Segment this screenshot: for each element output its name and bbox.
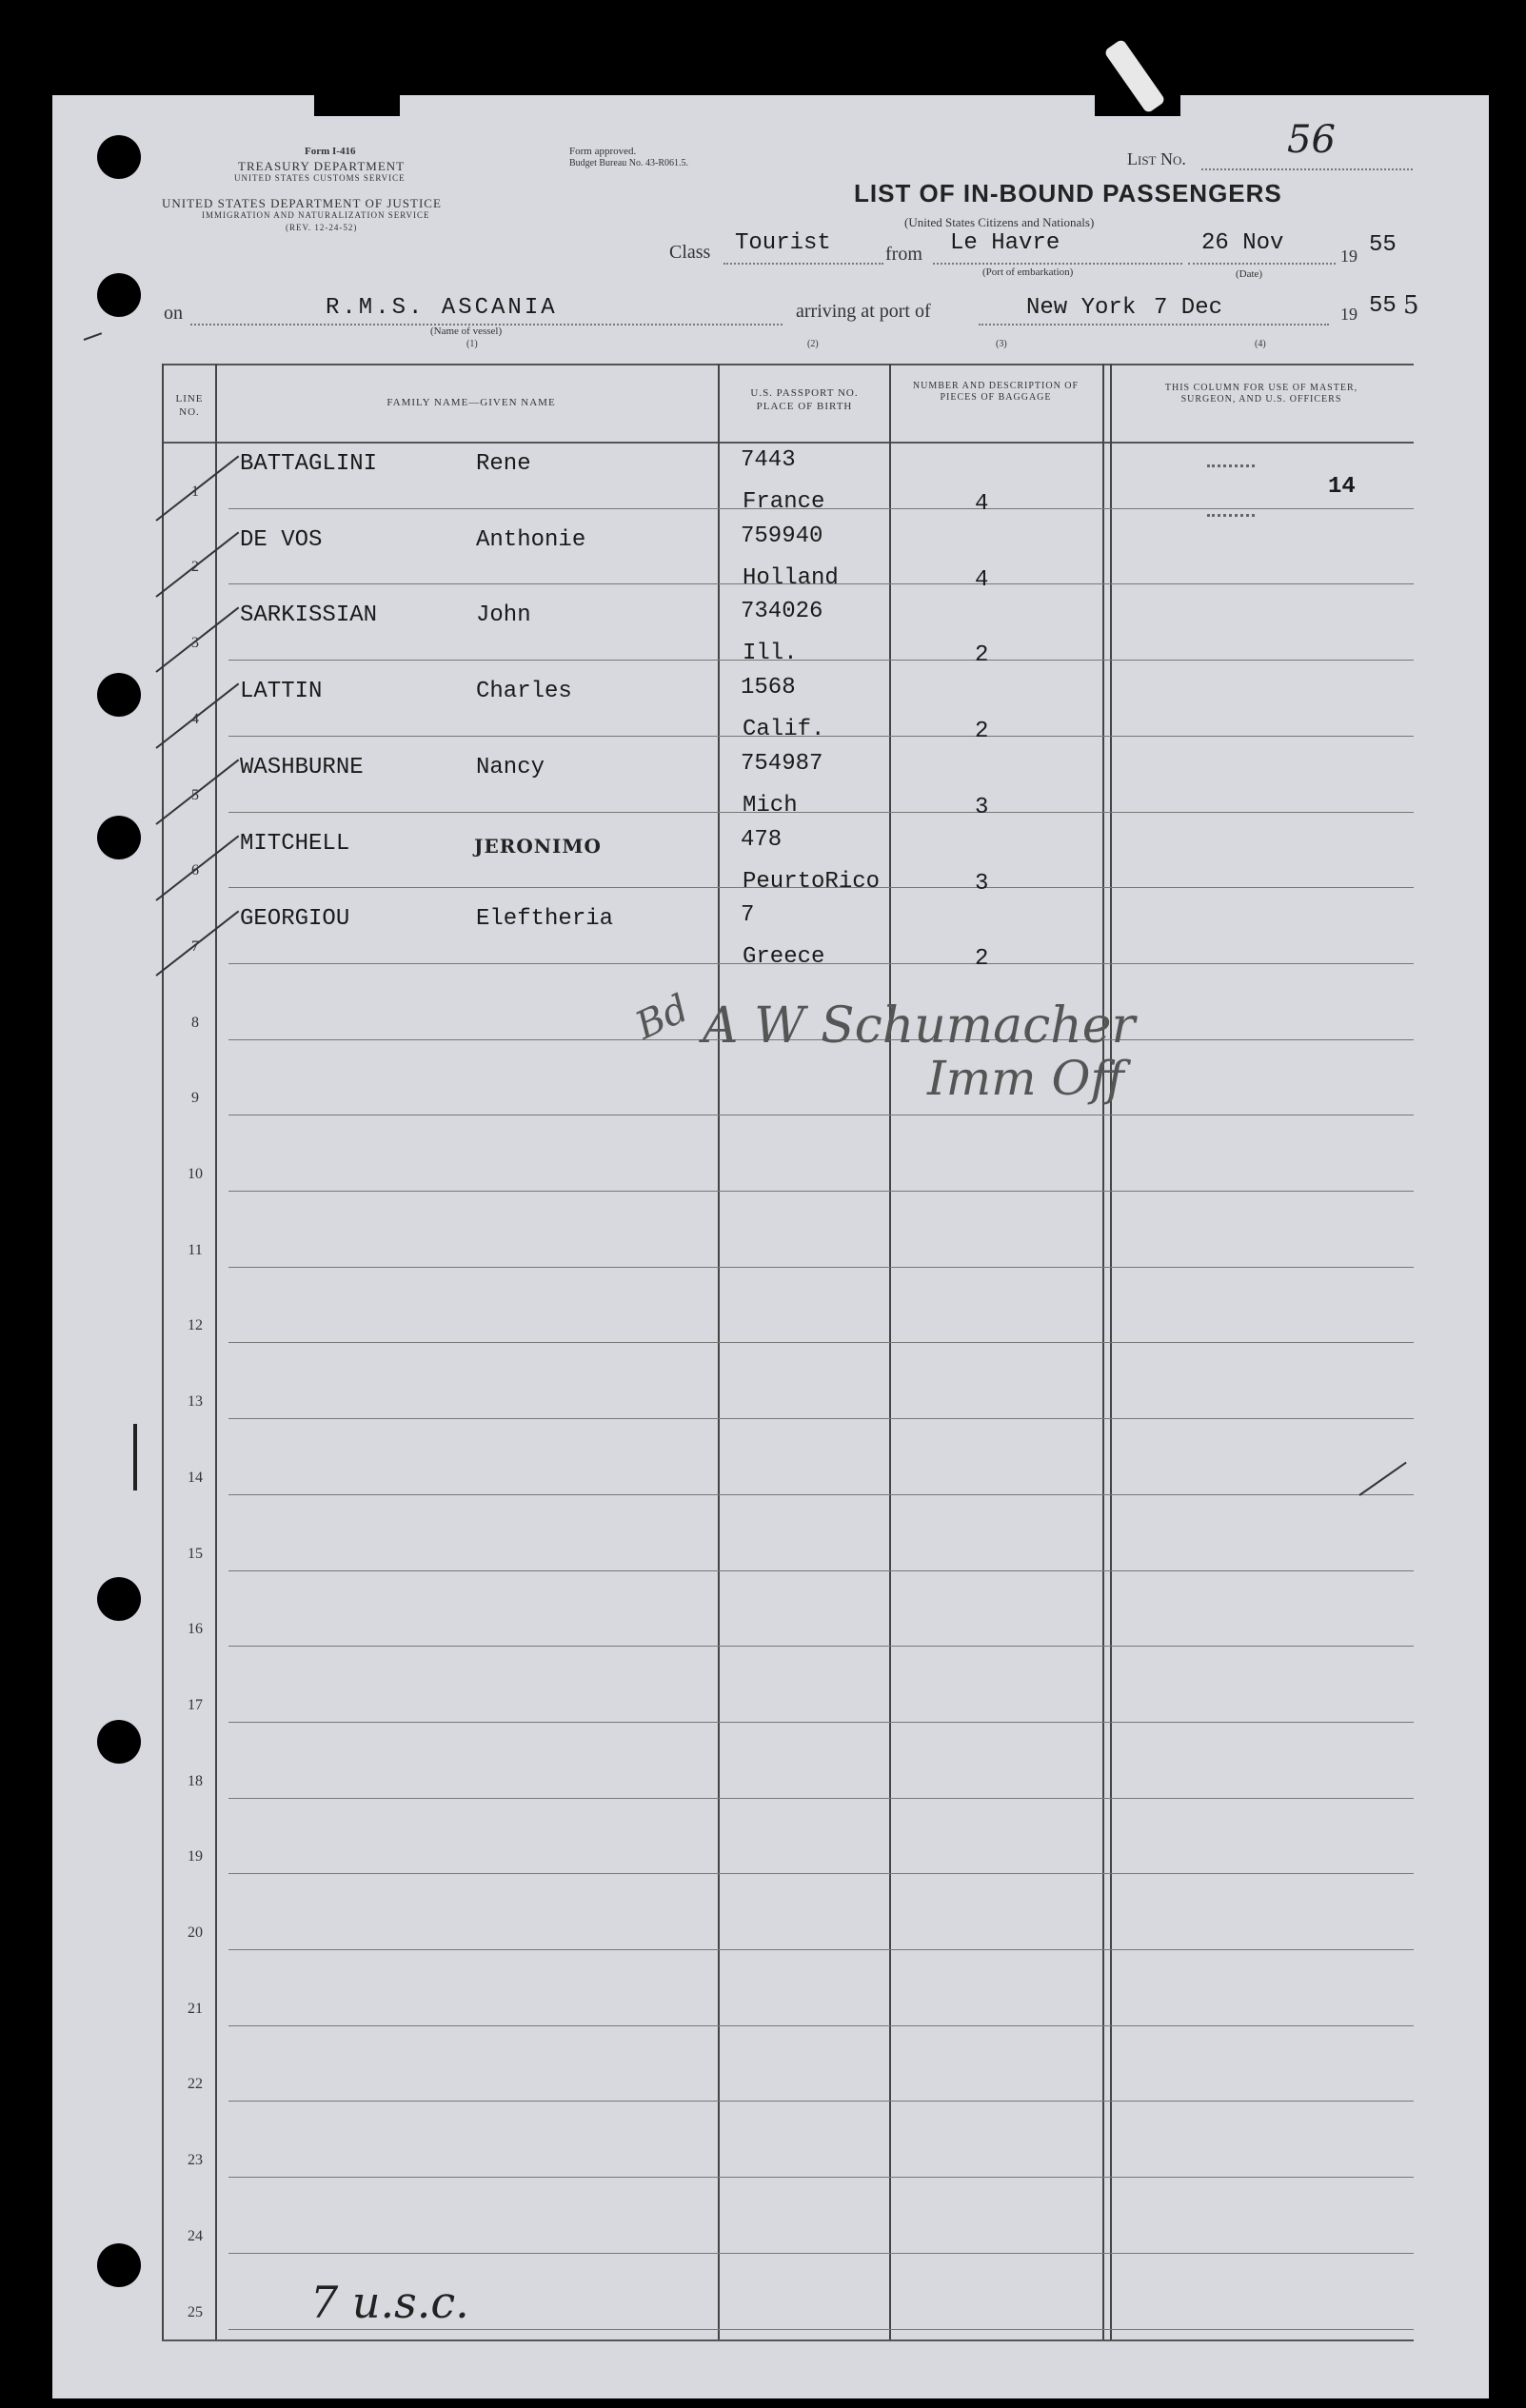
on-label: on	[164, 303, 183, 324]
line-number: 12	[188, 1317, 203, 1334]
col-ref-3: (3)	[996, 339, 1007, 349]
baggage-count: 4	[975, 566, 989, 593]
given-name: Rene	[476, 451, 531, 477]
line-number: 13	[188, 1393, 203, 1411]
line-number: 2	[191, 559, 199, 576]
place-of-birth: Ill.	[743, 641, 798, 667]
baggage-count: 3	[975, 794, 989, 820]
row-rule	[228, 1949, 1414, 1950]
line-number: 6	[191, 862, 199, 879]
row-rule	[228, 2177, 1414, 2178]
line-number: 10	[188, 1166, 203, 1182]
punch-hole	[97, 135, 141, 179]
row-rule	[228, 2101, 1414, 2102]
baggage-count: 2	[975, 719, 989, 745]
page-title: LIST OF IN-BOUND PASSENGERS	[854, 179, 1282, 207]
line-number: 8	[191, 1014, 199, 1031]
from-label: from	[885, 244, 922, 265]
class-value: Tourist	[735, 230, 831, 256]
line-number: 14	[188, 1469, 203, 1486]
line-number: 9	[191, 1090, 199, 1107]
given-name: Charles	[476, 679, 572, 705]
line-number: 1	[191, 483, 199, 500]
form-approved: Form approved.	[569, 146, 637, 157]
row-rule	[228, 1418, 1414, 1419]
table-top-border	[162, 364, 1414, 365]
arrival-year: 55	[1369, 293, 1397, 319]
place-of-birth: Greece	[743, 944, 825, 971]
row-rule	[228, 1342, 1414, 1343]
line-number: 16	[188, 1621, 203, 1638]
row-rule	[228, 812, 1414, 813]
date-label: (Date)	[1236, 268, 1263, 280]
year-prefix-2: 19	[1340, 305, 1358, 324]
baggage-count: 2	[975, 642, 989, 669]
stamp-mark	[1207, 464, 1255, 467]
line-number: 4	[191, 710, 199, 727]
place-of-birth: Calif.	[743, 717, 825, 743]
customs-service: UNITED STATES CUSTOMS SERVICE	[234, 173, 406, 183]
line-number: 21	[188, 2000, 203, 2017]
list-no-line	[1201, 168, 1413, 170]
col-header-name: FAMILY NAME—GIVEN NAME	[386, 397, 556, 408]
row-rule	[228, 1722, 1414, 1723]
form-revision: (REV. 12-24-52)	[286, 223, 358, 232]
port-embark-label: (Port of embarkation)	[982, 266, 1074, 278]
row-rule	[228, 660, 1414, 661]
row-rule	[228, 2329, 1414, 2330]
justice-dept: UNITED STATES DEPARTMENT OF JUSTICE	[162, 196, 442, 210]
family-name: LATTIN	[240, 679, 323, 705]
table-header-border	[162, 442, 1414, 444]
arrival-port: New York	[1026, 295, 1137, 321]
line-number: 20	[188, 1924, 203, 1941]
family-name: SARKISSIAN	[240, 602, 378, 629]
manifest-page	[52, 95, 1489, 2398]
passport-number: 759940	[741, 523, 823, 549]
family-name: DE VOS	[240, 526, 323, 553]
family-name: GEORGIOU	[240, 906, 350, 933]
passport-number: 734026	[741, 599, 823, 625]
port-line	[979, 324, 1329, 326]
year-value: 55	[1369, 232, 1397, 258]
place-of-birth: France	[743, 489, 825, 515]
family-name: BATTAGLINI	[240, 451, 378, 477]
given-name: Eleftheria	[476, 906, 614, 933]
line-number: 23	[188, 2152, 203, 2169]
line-number: 17	[188, 1696, 203, 1713]
budget-bureau: Budget Bureau No. 43-R061.5.	[569, 158, 688, 168]
line-number: 19	[188, 1848, 203, 1865]
given-name: JERONIMO	[474, 834, 602, 858]
table-left-border	[162, 364, 164, 2339]
signature-name: A W Schumacher	[703, 997, 1136, 1055]
family-name: WASHBURNE	[240, 754, 364, 780]
col-ref-1: (1)	[466, 339, 478, 349]
col-header-officers: THIS COLUMN FOR USE OF MASTER, SURGEON, AND U.S. OFFICERS	[1164, 383, 1358, 405]
table-bottom-border	[162, 2339, 1414, 2341]
line-number: 15	[188, 1545, 203, 1562]
class-label: Class	[669, 242, 711, 263]
punch-hole	[97, 273, 141, 317]
passport-number: 478	[741, 826, 783, 853]
place-of-birth: PeurtoRico	[743, 868, 881, 895]
row-rule	[228, 1494, 1414, 1495]
punch-hole	[97, 2243, 141, 2287]
given-name: Anthonie	[476, 526, 586, 553]
given-name: Nancy	[476, 754, 545, 780]
officer-count: 14	[1328, 474, 1356, 500]
ins-service: IMMIGRATION AND NATURALIZATION SERVICE	[202, 210, 430, 220]
row-rule	[228, 1570, 1414, 1571]
row-rule	[228, 2025, 1414, 2026]
passport-number: 1568	[741, 675, 796, 701]
given-name: John	[476, 602, 531, 629]
col-header-baggage: NUMBER AND DESCRIPTION OF PIECES OF BAGGAGE	[912, 381, 1080, 403]
passport-number: 7	[741, 902, 755, 929]
line-number: 5	[191, 786, 199, 803]
row-rule	[228, 1191, 1414, 1192]
arrival-date: 7 Dec	[1154, 295, 1223, 321]
punch-hole	[97, 1577, 141, 1621]
class-line	[723, 263, 883, 265]
stamp-mark	[1207, 514, 1255, 517]
row-rule	[228, 1873, 1414, 1874]
place-of-birth: Mich	[743, 792, 798, 819]
signature-title: Imm Off	[927, 1051, 1124, 1106]
embark-port: Le Havre	[950, 230, 1060, 256]
line-number: 3	[191, 635, 199, 652]
passport-number: 7443	[741, 447, 796, 473]
signature-prefix: Bd	[628, 986, 696, 1049]
vessel-name: R.M.S. ASCANIA	[326, 295, 558, 321]
treasury-dept: TREASURY DEPARTMENT	[238, 159, 406, 173]
year-prefix: 19	[1340, 247, 1358, 266]
line-number: 22	[188, 2076, 203, 2093]
vessel-label: (Name of vessel)	[430, 326, 503, 337]
line-number: 25	[188, 2303, 203, 2320]
list-number: 56	[1287, 118, 1336, 162]
punch-hole	[97, 673, 141, 717]
punch-hole	[97, 816, 141, 859]
place-of-birth: Holland	[743, 564, 839, 591]
baggage-count: 4	[975, 491, 989, 517]
col-divider	[215, 364, 217, 2339]
page-notch	[314, 78, 400, 116]
punch-hole	[97, 1720, 141, 1764]
form-number: Form I-416	[305, 146, 356, 157]
row-rule	[228, 1267, 1414, 1268]
family-name: MITCHELL	[240, 830, 350, 857]
col-ref-2: (2)	[807, 339, 819, 349]
row-rule	[228, 1798, 1414, 1799]
page-subtitle: (United States Citizens and Nationals)	[904, 215, 1095, 229]
row-rule	[228, 1646, 1414, 1647]
baggage-count: 2	[975, 946, 989, 973]
col-header-passport: U.S. PASSPORT NO. PLACE OF BIRTH	[750, 387, 859, 412]
col-header-line-no: LINE NO.	[175, 393, 204, 418]
arriving-label: arriving at port of	[796, 301, 931, 322]
embark-date: 26 Nov	[1201, 230, 1284, 256]
list-no-label: List No.	[1127, 149, 1186, 168]
line-number: 18	[188, 1772, 203, 1789]
line-number: 7	[191, 938, 199, 955]
date-line	[1188, 263, 1336, 265]
line-number: 24	[188, 2227, 203, 2244]
year-overwrite: 5	[1403, 291, 1419, 320]
baggage-count: 3	[975, 870, 989, 897]
row-rule	[228, 2253, 1414, 2254]
margin-mark	[133, 1424, 137, 1490]
passport-number: 754987	[741, 750, 823, 777]
line-number: 11	[188, 1241, 203, 1258]
col-ref-4: (4)	[1255, 339, 1266, 349]
from-line	[933, 263, 1182, 265]
footer-note: 7 u.s.c.	[310, 2277, 469, 2328]
